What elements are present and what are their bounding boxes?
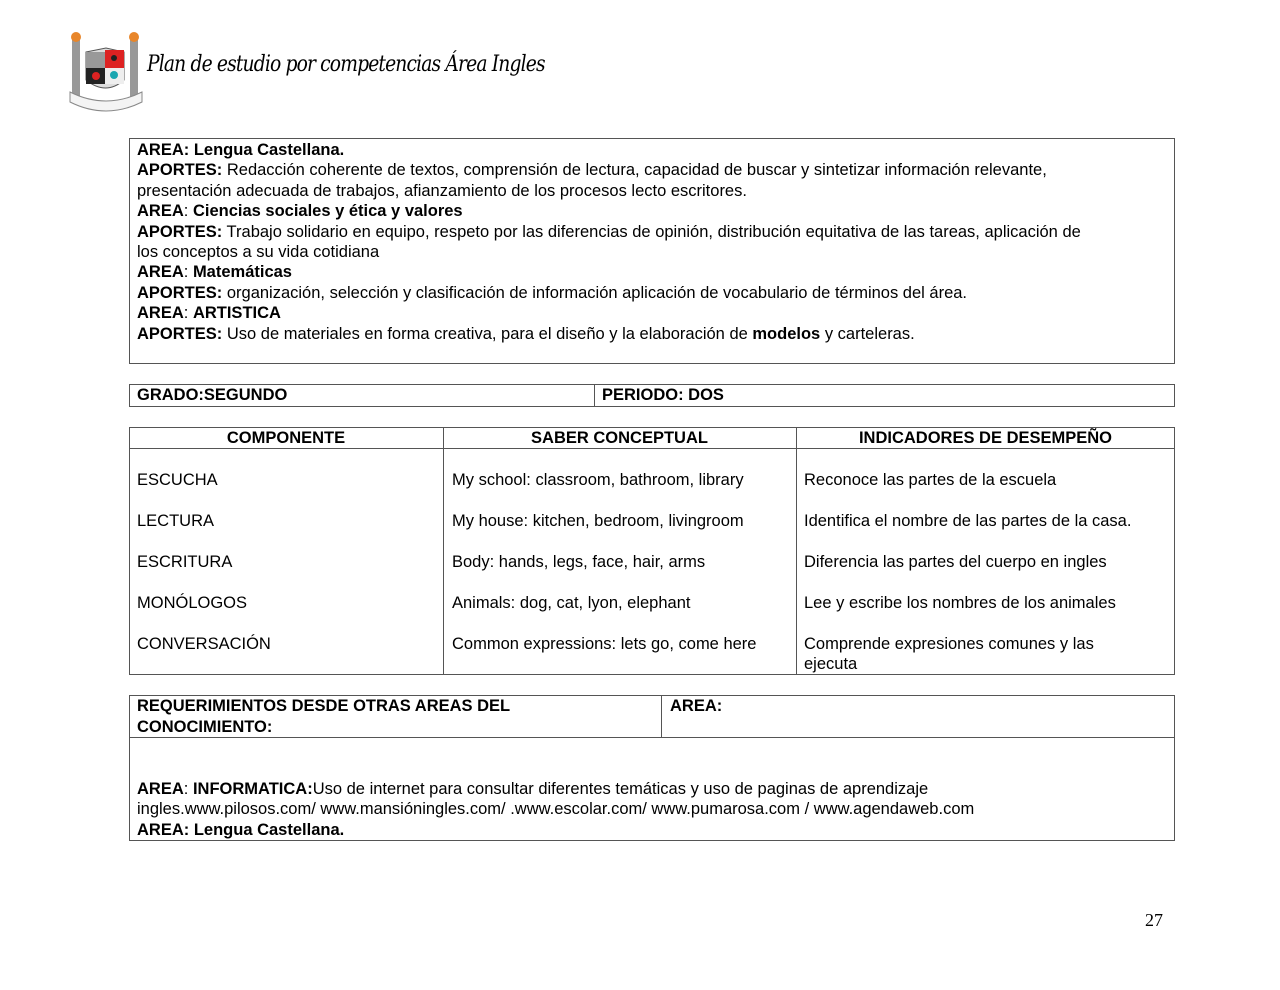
document-title: Plan de estudio por competencias Área Ingles	[147, 52, 545, 77]
table-cell: ESCUCHA	[137, 471, 218, 489]
req-heading-1: REQUERIMIENTOS DESDE OTRAS AREAS DEL	[137, 697, 511, 715]
table-cell: LECTURA	[137, 512, 215, 530]
req-heading-2: CONOCIMIENTO:	[137, 718, 273, 736]
table-cell: Animals: dog, cat, lyon, elephant	[452, 594, 691, 612]
aportes-line: APORTES: Uso de materiales en forma creativa, para el diseño y la elaboración de modelos y carteleras.	[137, 324, 915, 343]
aportes-line: los conceptos a su vida cotidiana	[137, 243, 380, 261]
req-area-heading: AREA:	[670, 697, 723, 715]
table-cell: My house: kitchen, bedroom, livingroom	[452, 512, 744, 530]
table-cell: CONVERSACIÓN	[137, 635, 271, 653]
table-cell: Lee y escribe los nombres de los animales	[804, 594, 1116, 612]
table-cell: Reconoce las partes de la escuela	[804, 471, 1057, 489]
header-saber: SABER CONCEPTUAL	[531, 429, 708, 447]
req-line-3: AREA: Lengua Castellana.	[137, 821, 345, 839]
periodo-label: PERIODO: DOS	[602, 386, 724, 404]
aportes-line: APORTES: organización, selección y clasificación de información aplicación de vocabulario de términos del área.	[137, 283, 968, 302]
school-crest-logo	[66, 30, 148, 120]
table-cell: My school: classroom, bathroom, library	[452, 471, 744, 489]
aportes-line: AREA: Matemáticas	[137, 263, 292, 282]
table-cell: Body: hands, legs, face, hair, arms	[452, 553, 706, 571]
aportes-line: APORTES: Trabajo solidario en equipo, respeto por las diferencias de opinión, distribución equitativa de las tareas, aplicación de	[137, 222, 1081, 241]
aportes-line: presentación adecuada de trabajos, afianzamiento de los procesos lecto escritores.	[137, 181, 747, 200]
aportes-line: AREA: ARTISTICA	[137, 304, 281, 323]
page-number: 27	[1145, 910, 1163, 930]
table-cell: ESCRITURA	[137, 553, 233, 571]
table-cell: Comprende expresiones comunes y las	[804, 635, 1094, 653]
header-indicadores: INDICADORES DE DESEMPEÑO	[858, 429, 1113, 447]
table-cell: Common expressions: lets go, come here	[452, 635, 757, 653]
grado-label: GRADO:SEGUNDO	[137, 386, 288, 404]
req-line-2: ingles.www.pilosos.com/ www.mansióningles.com/ .www.escolar.com/ www.pumarosa.com / www.agendaweb.com	[137, 800, 975, 818]
aportes-line: AREA: Lengua Castellana.	[137, 141, 345, 159]
aportes-line: AREA: Ciencias sociales y ética y valores	[137, 202, 463, 221]
table-cell: MONÓLOGOS	[137, 594, 248, 612]
aportes-line: APORTES: Redacción coherente de textos, comprensión de lectura, capacidad de buscar y sintetizar información relevante,	[137, 161, 1047, 180]
table-cell: Identifica el nombre de las partes de la casa.	[804, 512, 1132, 530]
header-componente: COMPONENTE	[226, 429, 346, 447]
req-line-1: AREA: INFORMATICA:Uso de internet para consultar diferentes temáticas y uso de paginas de aprendizaje	[137, 780, 929, 798]
table-cell-cont: ejecuta	[804, 655, 858, 673]
table-cell: Diferencia las partes del cuerpo en ingles	[804, 553, 1107, 571]
